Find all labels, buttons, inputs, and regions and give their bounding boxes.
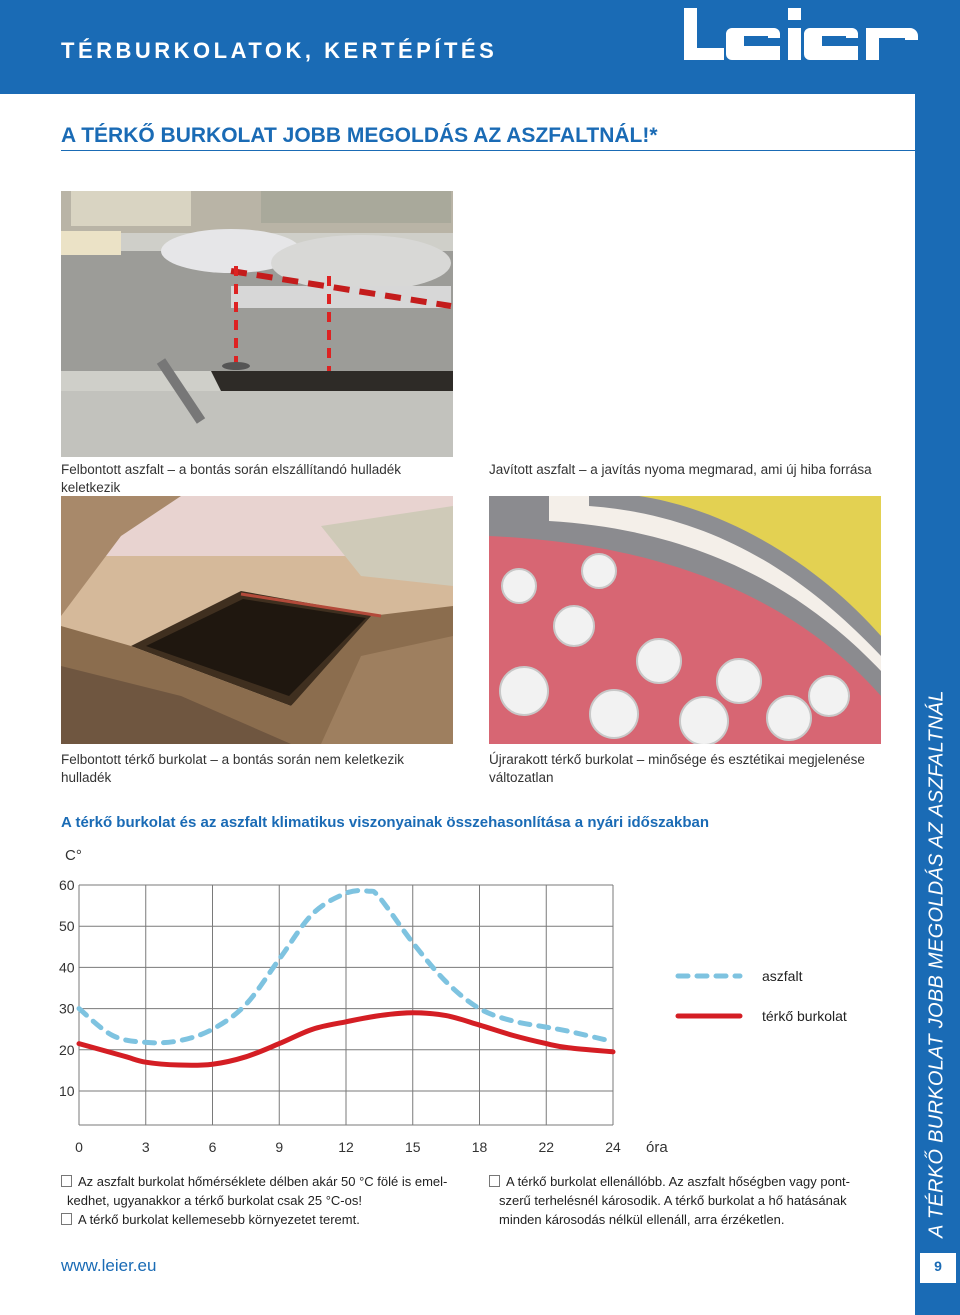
photo-caption-2: Javított aszfalt – a javítás nyoma megmarad, ami új hiba forrása (489, 462, 872, 477)
y-tick-label: 20 (59, 1041, 75, 1058)
note-left-line-2: kedhet, ugyanakkor a térkő burkolat csak 25 °C-os! (67, 1193, 362, 1208)
x-tick-label: 3 (141, 1139, 150, 1155)
section-title: TÉRBURKOLATOK, KERTÉPÍTÉS (61, 38, 498, 63)
y-tick-label: 10 (59, 1083, 75, 1099)
note-left (61, 1172, 481, 1229)
leier-logo-graphic (680, 2, 920, 64)
page-title: A TÉRKŐ BURKOLAT JOBB MEGOLDÁS AZ ASZFALTNÁL!* (61, 124, 658, 147)
website-link[interactable]: www.leier.eu (61, 1256, 157, 1275)
y-axis-label: C° (65, 847, 82, 864)
photo-caption-4: Újrarakott térkő burkolat – minősége és esztétikai megjelenése változatlan (489, 752, 865, 785)
chart-axis-labels (59, 847, 668, 1156)
photo-relaid-pavers (489, 496, 881, 744)
photo-dug-pavers (61, 496, 453, 744)
legend-label: térkő burkolat (762, 1008, 847, 1024)
x-tick-label: 15 (404, 1139, 421, 1155)
checkbox-icon (61, 1175, 72, 1187)
temperature-chart-svg (50, 840, 890, 1160)
checkbox-icon (61, 1213, 72, 1225)
x-tick-label: 9 (275, 1139, 284, 1155)
note-left-line-1: Az aszfalt burkolat hőmérséklete délben akár 50 °C fölé is emel- (61, 1172, 481, 1191)
photo-dug-asphalt (61, 191, 453, 457)
x-tick-label: 24 (605, 1139, 621, 1155)
x-tick-label: 6 (208, 1139, 217, 1155)
x-tick-label: 12 (338, 1139, 354, 1155)
legend-label: aszfalt (762, 968, 803, 984)
chart-title: A térkő burkolat és az aszfalt klimatikus viszonyainak összehasonlítása a nyári időszakban (61, 814, 710, 831)
note-right-line-3: minden károsodás nélkül ellenáll, arra érzéketlen. (499, 1212, 785, 1227)
chart-legend (678, 968, 847, 1024)
y-tick-label: 40 (59, 959, 75, 976)
photo-caption-3: Felbontott térkő burkolat – a bontás során nem keletkezik hulladék (61, 752, 404, 785)
note-right (489, 1172, 909, 1229)
note-right-line-2: szerű terhelésnél károsodik. A térkő burkolat a hő hatásának (499, 1193, 847, 1208)
y-tick-label: 60 (59, 877, 75, 893)
temperature-chart (50, 840, 890, 1165)
title-rule (61, 150, 915, 151)
x-tick-label: 0 (75, 1139, 83, 1155)
y-tick-label: 30 (59, 1000, 75, 1017)
photo-caption-1: Felbontott aszfalt – a bontás során elszállítandó hulladék keletkezik (61, 462, 401, 495)
x-axis-label: óra (646, 1139, 668, 1156)
note-left-line-3: A térkő burkolat kellemesebb környezetet teremt. (61, 1210, 481, 1229)
x-tick-label: 18 (471, 1139, 488, 1155)
chart-grid (79, 885, 613, 1125)
page-number: 9 (934, 1258, 942, 1274)
y-tick-label: 50 (59, 918, 75, 935)
x-tick-label: 22 (538, 1139, 555, 1155)
leier-logo (680, 2, 920, 64)
checkbox-icon (489, 1175, 500, 1187)
side-label: A TÉRKŐ BURKOLAT JOBB MEGOLDÁS AZ ASZFALTNÁL (925, 690, 948, 1238)
note-right-line-1: A térkő burkolat ellenállóbb. Az aszfalt hőségben vagy pont- (489, 1172, 909, 1191)
